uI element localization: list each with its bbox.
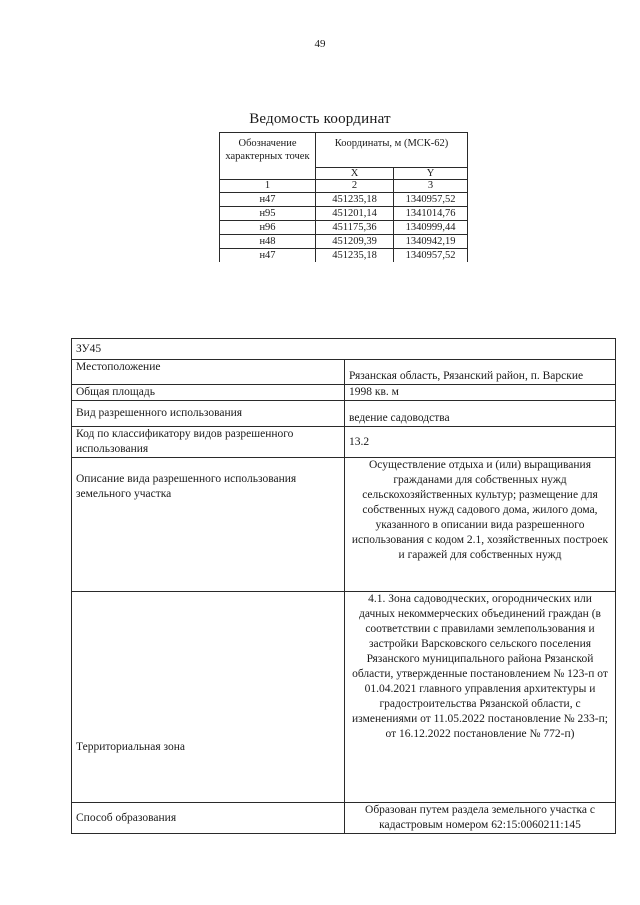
permitted-use-value: ведение садоводства [345, 401, 616, 427]
use-description-label: Описание вида разрешенного использования земельного участка [72, 458, 345, 592]
y-cell: 1340957,52 [394, 249, 468, 263]
plot-id: ЗУ45 [72, 339, 616, 360]
column-numbers-row [220, 180, 468, 193]
table-row [220, 249, 468, 263]
page-number: 49 [314, 38, 326, 50]
classifier-code-value: 13.2 [345, 427, 616, 458]
point-cell: н96 [220, 221, 316, 235]
x-cell: 451235,18 [316, 249, 394, 263]
use-description-value: Осуществление отдыха и (или) выращивания гражданами для собственных нужд сельскохозяйственных культур; размещение для собственных нужд садового дома, жилого дома, указанного в описании вида разрешенного использования с кодом 2.1, хозяйственных построек и гаражей для собственных нужд [345, 458, 616, 592]
y-cell: 1340957,52 [394, 193, 468, 207]
point-cell: н47 [220, 193, 316, 207]
table-row [220, 221, 468, 235]
location-label: Местоположение [72, 360, 345, 385]
point-cell: н95 [220, 207, 316, 221]
column-number: 3 [394, 180, 468, 193]
classifier-code-label: Код по классификатору видов разрешенного использования [72, 427, 345, 458]
column-number: 2 [316, 180, 394, 193]
table-row [220, 207, 468, 221]
y-header: Y [394, 168, 468, 180]
table-row [220, 235, 468, 249]
y-cell: 1340999,44 [394, 221, 468, 235]
formation-method-value: Образован путем раздела земельного участка с кадастровым номером 62:15:0060211:145 [345, 803, 616, 834]
x-cell: 451201,14 [316, 207, 394, 221]
column-number: 1 [220, 180, 316, 193]
location-value: Рязанская область, Рязанский район, п. Варские [345, 360, 616, 385]
territorial-zone-value: 4.1. Зона садоводческих, огороднических или дачных некоммерческих объединений граждан (в соответствии с правилами землепользования и застройки Варсковского сельского поселения Рязанского муниципального района Рязанской области, утвержденные постановлением № 123-п от 01.04.2021 главного управления архитектуры и градостроительства Рязанской области, с изменениями от 11.05.2022 постановление № 233-п; от 16.12.2022 постановление № 772-п) [345, 592, 616, 803]
table-row [220, 193, 468, 207]
y-cell: 1341014,76 [394, 207, 468, 221]
coordinates-title: Ведомость координат [249, 111, 391, 127]
x-cell: 451235,18 [316, 193, 394, 207]
x-cell: 451209,39 [316, 235, 394, 249]
formation-method-label: Способ образования [72, 803, 345, 834]
coords-header: Координаты, м (МСК-62) [316, 133, 468, 168]
y-cell: 1340942,19 [394, 235, 468, 249]
point-cell: н47 [220, 249, 316, 263]
area-value: 1998 кв. м [345, 385, 616, 401]
coordinates-table [219, 132, 468, 262]
points-header: Обозначение характерных точек [220, 133, 316, 180]
permitted-use-label: Вид разрешенного использования [72, 401, 345, 427]
area-label: Общая площадь [72, 385, 345, 401]
territorial-zone-label: Территориальная зона [72, 592, 345, 803]
plot-info-table [71, 338, 616, 834]
x-cell: 451175,36 [316, 221, 394, 235]
x-header: X [316, 168, 394, 180]
point-cell: н48 [220, 235, 316, 249]
